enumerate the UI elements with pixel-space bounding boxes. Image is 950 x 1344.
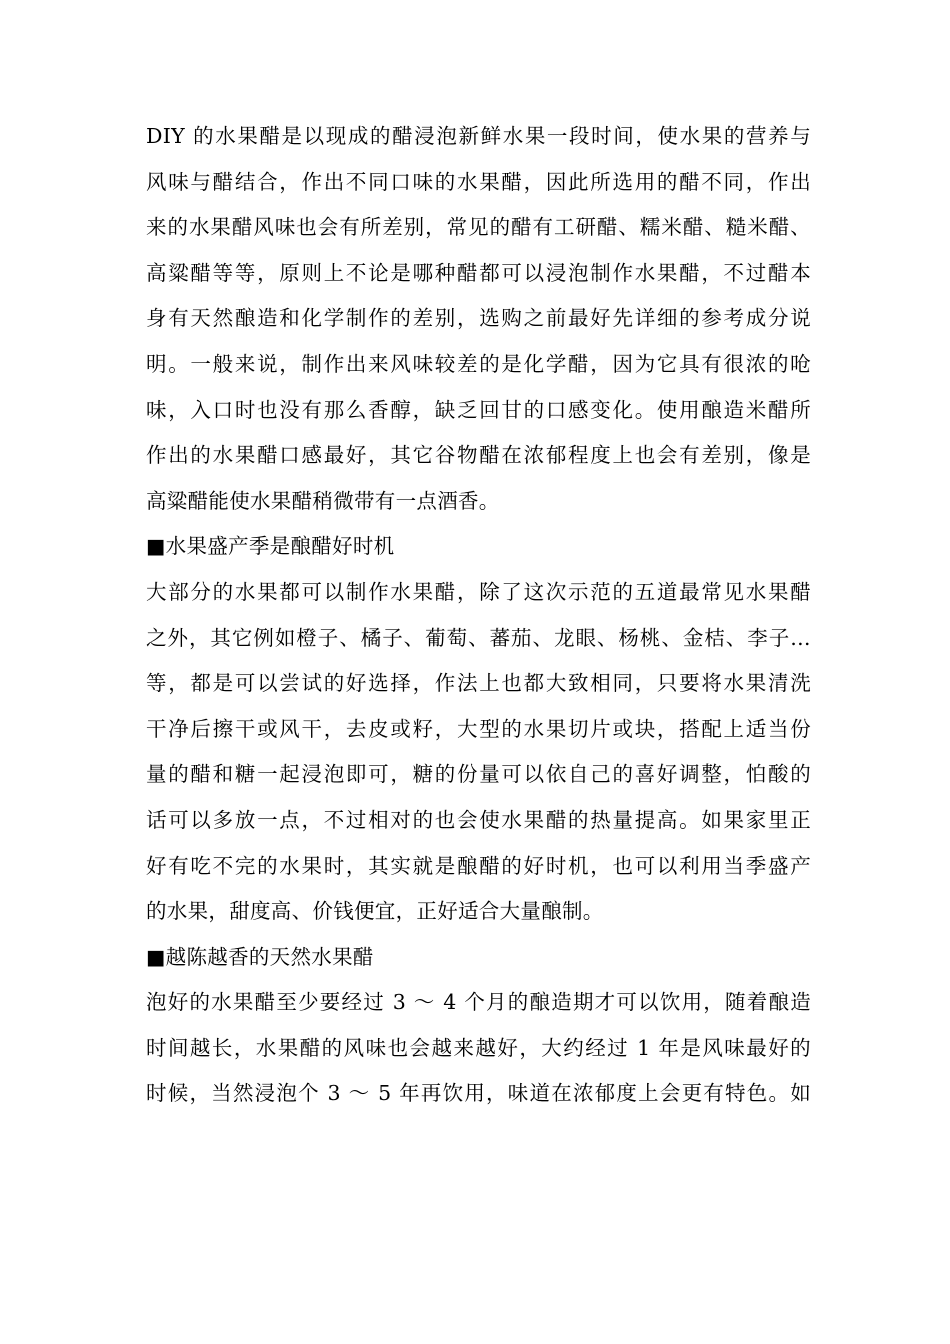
body-paragraph (146, 570, 811, 935)
text-line: 身有天然酿造和化学制作的差别，选购之前最好先详细的参考成分说 (146, 306, 811, 331)
text-line: 的水果，甜度高、价钱便宜，正好适合大量酿制。 (146, 899, 604, 924)
text-line: 作出的水果醋口感最好，其它谷物醋在浓郁程度上也会有差别，像是 (146, 443, 811, 468)
document-body (146, 114, 811, 1117)
section-heading (146, 935, 811, 981)
body-paragraph (146, 114, 811, 524)
text-line: 大部分的水果都可以制作水果醋，除了这次示范的五道最常见水果醋 (146, 579, 811, 604)
text-line: 时候，当然浸泡个 3 ～ 5 年再饮用，味道在浓郁度上会更有特色。如 (146, 1081, 811, 1106)
text-line: 话可以多放一点，不过相对的也会使水果醋的热量提高。如果家里正 (146, 807, 811, 832)
text-line: 量的醋和糖一起浸泡即可，糖的份量可以依自己的喜好调整，怕酸的 (146, 762, 811, 787)
heading-text: ■水果盛产季是酿醋好时机 (146, 534, 395, 559)
text-line: 来的水果醋风味也会有所差别，常见的醋有工研醋、糯米醋、糙米醋、 (146, 215, 811, 240)
text-line: 泡好的水果醋至少要经过 3 ～ 4 个月的酿造期才可以饮用，随着酿造 (146, 990, 811, 1015)
body-paragraph (146, 980, 811, 1117)
text-line: DIY 的水果醋是以现成的醋浸泡新鲜水果一段时间，使水果的营养与 (146, 124, 811, 148)
text-line: 等，都是可以尝试的好选择，作法上也都大致相同，只要将水果清洗 (146, 671, 811, 696)
section-heading (146, 524, 811, 570)
text-line: 明。一般来说，制作出来风味较差的是化学醋，因为它具有很浓的呛 (146, 351, 811, 376)
text-line: 时间越长，水果醋的风味也会越来越好，大约经过 1 年是风味最好的 (146, 1035, 811, 1060)
text-line: 高粱醋等等，原则上不论是哪种醋都可以浸泡制作水果醋，不过醋本 (146, 260, 811, 285)
heading-text: ■越陈越香的天然水果醋 (146, 944, 374, 969)
text-line: 高粱醋能使水果醋稍微带有一点酒香。 (146, 488, 500, 513)
text-line: 之外，其它例如橙子、橘子、葡萄、蕃茄、龙眼、杨桃、金桔、李子… (146, 625, 811, 650)
text-line: 味，入口时也没有那么香醇，缺乏回甘的口感变化。使用酿造米醋所 (146, 397, 811, 422)
text-line: 好有吃不完的水果时，其实就是酿醋的好时机，也可以利用当季盛产 (146, 853, 811, 878)
text-line: 干净后擦干或风干，去皮或籽，大型的水果切片或块，搭配上适当份 (146, 716, 811, 741)
text-line: 风味与醋结合，作出不同口味的水果醋，因此所选用的醋不同，作出 (146, 169, 811, 194)
